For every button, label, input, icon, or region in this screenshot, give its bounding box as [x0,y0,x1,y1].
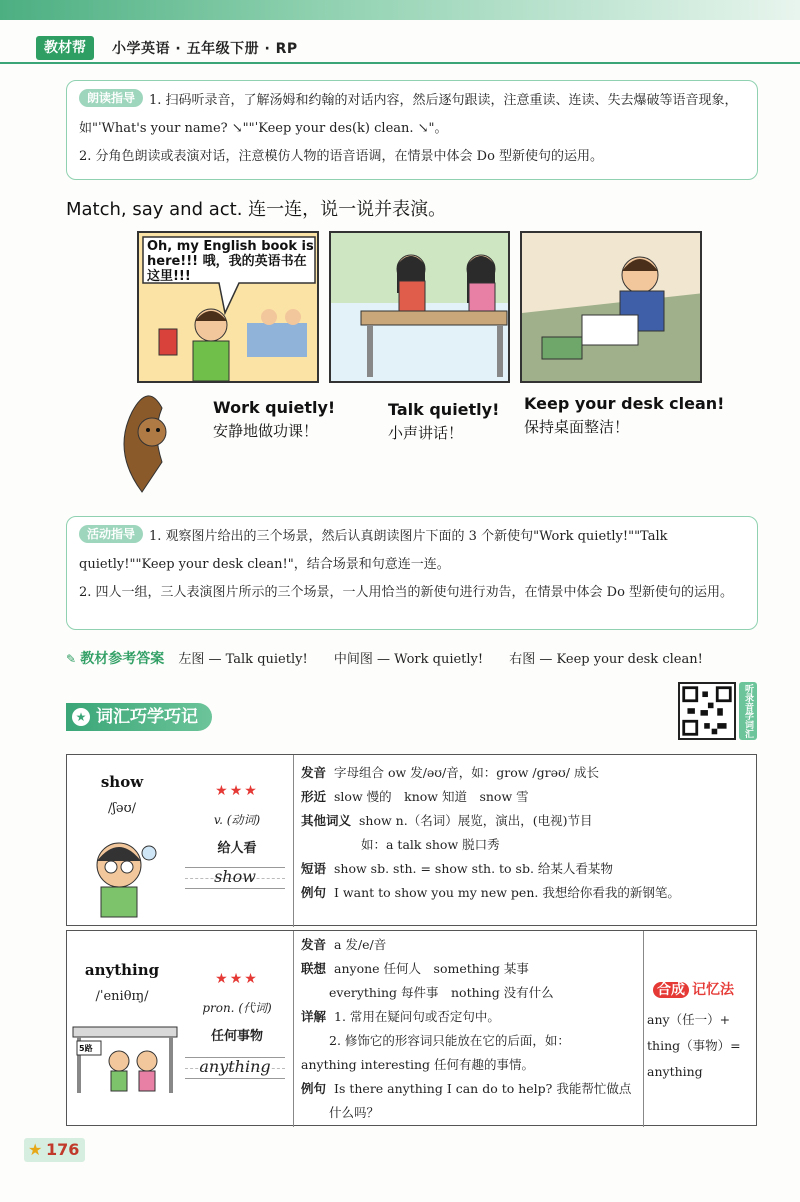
boy-with-magnifier-illustration [83,833,163,919]
vocab-card-show [66,754,757,926]
qr-code-icon[interactable] [678,682,736,740]
handwriting-sample: show [214,867,256,886]
book-title: 小学英语 · 五年级下册 · RP [112,41,298,57]
answer-row [66,648,766,668]
activity-guide-tag: 活动指导 [79,525,143,543]
comic-panel-right [520,231,702,383]
vocab-meaning: 给人看 [217,841,257,856]
qr-side-label: 听录音学词汇 [739,682,757,740]
vocab-pos: pron. (代词) [202,1001,272,1015]
detail-row: 联想 anyone 任何人 something 某事 [301,961,529,976]
mascot-icon: ★ [28,1140,43,1159]
caption-talk-quietly-cn: 小声讲话！ [388,424,464,442]
vocab-phonetic: /ʃəʊ/ [107,801,137,816]
bus-stop-illustration [71,1025,179,1095]
answer-item-left: 左图 — Talk quietly! [178,652,308,667]
detail-row: anything interesting 任何有趣的事情。 [301,1057,534,1072]
squirrel-mascot-illustration [112,372,174,498]
reading-guide-box [66,80,758,180]
comic-panel-middle [329,231,510,383]
detail-row: 发音 字母组合 ow 发/əʊ/音，如：grow /grəʊ/ 成长 [301,765,599,780]
match-heading: Match, say and act. 连一连，说一说并表演。 [66,199,447,220]
card-divider [293,931,294,1127]
detail-row: 形近 slow 慢的 know 知道 snow 雪 [301,789,529,804]
detail-row: everything 每件事 nothing 没有什么 [329,985,554,1000]
detail-row: 2. 修饰它的形容词只能放在它的后面，如： [329,1033,570,1048]
activity-guide-text-1: 1. 观察图片给出的三个场景，然后认真朗读图片下面的 3 个新使句"Work quietly!""Talk quietly!""Keep your desk clean!"，结合场景和句意连一连。 [79,529,668,572]
page-number: ★ 176 [24,1138,85,1162]
activity-guide-line-2: 2. 四人一组，三人表演图片所示的三个场景，一人用恰当的新使句进行劝告，在情景中体会 Do 型新使句的运用。 [79,585,734,600]
vocab-word: anything [84,961,160,979]
boy-at-desk-illustration [522,233,702,383]
card-divider [293,755,294,927]
caption-talk-quietly-en: Talk quietly! [388,400,500,419]
header-band [0,0,800,20]
answer-label: 教材参考答案 [80,651,165,667]
vocab-phonetic: /ˈeniθɪŋ/ [95,989,149,1004]
vocab-word: show [100,773,144,791]
speech-bubble-text: Oh, my English book is here!!! 哦，我的英语书在这里!!! [147,239,314,284]
vocab-meaning: 任何事物 [210,1029,263,1044]
detail-row: 详解 1. 常用在疑问句或否定句中。 [301,1009,500,1024]
handwriting-sample: anything [199,1057,271,1076]
girls-talking-illustration [331,233,510,383]
star-icon: ★ [72,708,90,726]
reading-guide-line-2: 2. 分角色朗读或表演对话，注意模仿人物的语音语调，在情景中体会 Do 型新使句的运用。 [79,149,604,164]
vocab-card-anything [66,930,757,1126]
reading-guide-tag: 朗读指导 [79,89,143,107]
detail-row: 发音 a 发/e/音 [301,937,387,952]
reading-guide-text-1: 1. 扫码听录音，了解汤姆和约翰的对话内容，然后逐句跟读，注意重读、连读、失去爆破等语音现象，如"ˈWhat's your name? ↘""ˈKeep your des(k) clean. ↘"。 [79,93,738,136]
answer-item-middle: 中间图 — Work quietly! [333,652,484,667]
memory-method-title: 合成 记忆法 [653,979,734,999]
page-header [0,30,800,64]
answer-item-right: 右图 — Keep your desk clean! [509,652,703,667]
bus-sign: 5路 [79,1044,93,1053]
importance-stars: ★★★ [215,971,259,987]
brand-logo: 教材帮 [36,36,94,60]
pencil-icon: ✎ [66,652,77,666]
importance-stars: ★★★ [215,783,259,799]
detail-row: 其他词义 show n.（名词）展览，演出，(电视)节目 [301,813,593,828]
activity-guide-line-1 [79,523,743,579]
vocab-details [301,761,751,905]
detail-row: 例句 Is there anything I can do to help? 我能帮忙做点 [301,1081,632,1096]
detail-row: 短语 show sb. sth. = show sth. to sb. 给某人看某物 [301,861,613,876]
vocab-section-title-text: 词汇巧学巧记 [96,707,198,727]
memory-divider [643,931,644,1127]
reading-guide-line-1 [79,87,743,143]
activity-guide-box [66,516,758,630]
detail-row: 例句 I want to show you my new pen. 我想给你看我的新钢笔。 [301,885,680,900]
caption-keep-desk-clean-en: Keep your desk clean! [524,394,725,413]
comic-panel-left [137,231,319,383]
vocab-section-title [66,703,212,731]
detail-row: 如：a talk show 脱口秀 [361,837,500,852]
caption-work-quietly-en: Work quietly! [213,398,336,417]
vocab-pos: v. (动词) [213,813,261,827]
detail-row: 什么吗？ [329,1105,380,1120]
memory-method-text: any（任一）+ thing（事物）= anything [647,1012,741,1079]
vocab-details [301,933,641,1125]
caption-work-quietly-cn: 安静地做功课！ [213,422,319,440]
caption-keep-desk-clean-cn: 保持桌面整洁！ [524,418,630,436]
